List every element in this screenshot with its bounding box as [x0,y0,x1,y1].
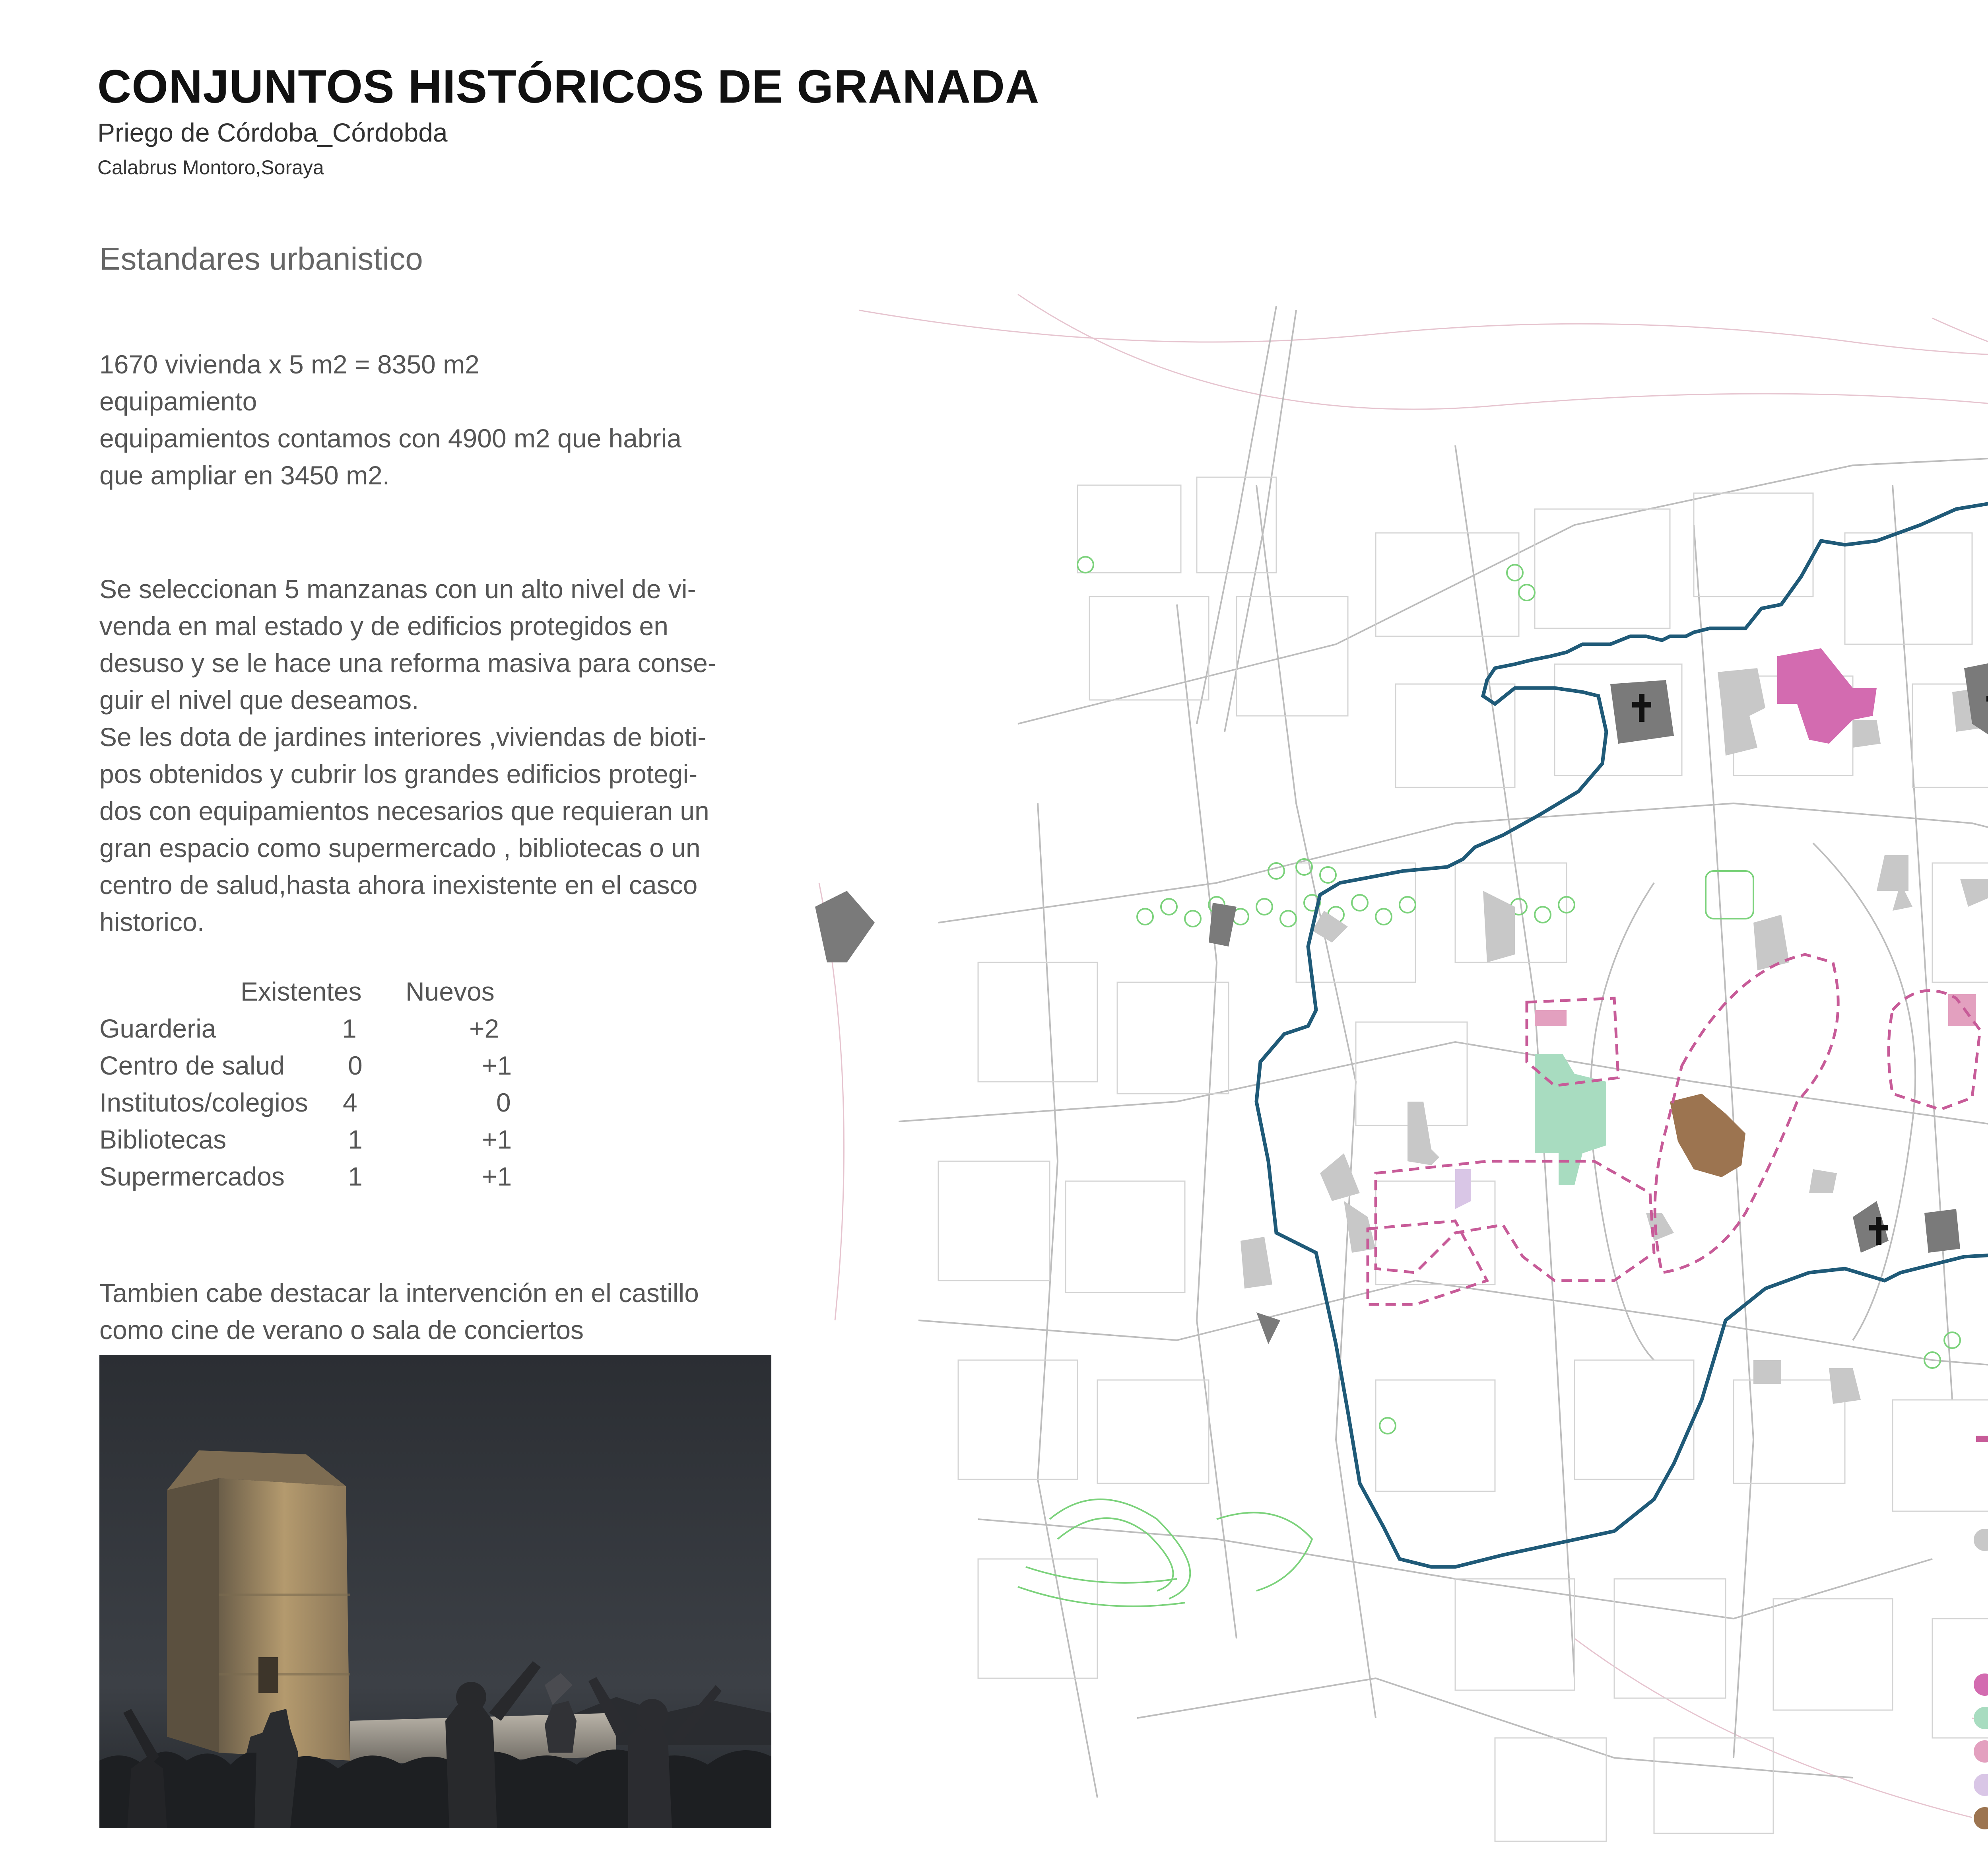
row-label: Centro de salud [99,1051,285,1080]
centro-salud-legend-dot [1974,1707,1988,1729]
cine-legend-dot [1974,1673,1988,1696]
row-new: +1 [482,1125,512,1154]
special-equipment [1455,648,1976,1209]
existing-equipment [1312,668,1988,1404]
churches [1209,660,1988,1344]
cross-icon [1632,688,1988,1245]
authors: Calabrus Montoro,Soraya [97,156,324,179]
proposal-paragraph: Se seleccionan 5 manzanas con un alto nivel de vi- venda en mal estado y de edificios protegidos en desuso y se le hace una reforma masiva para conse- guir el nivel que deseamos. Se les dota de jardines interiores ,viviendas de bioti- pos obtenidos y cubrir los grandes edificios protegi- dos con equipamientos necesarios que requieran un gran espacio como supermercado , bibliotecas o un centro de salud,hasta ahora inexistente en el casco historico. [99,574,716,937]
table-row [99,1124,537,1161]
row-new: +1 [482,1051,512,1080]
supermercado-legend-dot [1974,1774,1988,1796]
biblioteca-legend-dot [1974,1807,1988,1829]
table-row [99,1161,537,1198]
table-row [99,1087,537,1124]
row-label: Supermercados [99,1162,285,1191]
row-new: 0 [496,1088,511,1117]
existing-equipment-legend-dot [1974,1529,1988,1551]
page-title: CONJUNTOS HISTÓRICOS DE GRANADA [97,60,1040,113]
table-header-new: Nuevos [406,977,495,1006]
street-network [899,306,1988,1798]
row-existing: 4 [343,1088,357,1117]
outlying-building [1241,1237,1272,1289]
page-subtitle: Priego de Córdoba_Córdobda [97,118,448,147]
row-existing: 0 [348,1051,363,1080]
table-row [99,1013,537,1050]
castle-paragraph: Tambien cabe destacar la intervención en el castillo como cine de verano o sala de conciertos [99,1278,699,1345]
castle-photo [99,1355,771,1828]
section-heading: Estandares urbanistico [99,241,423,276]
row-label: Bibliotecas [99,1125,227,1154]
row-new: +2 [469,1014,499,1043]
table-header-existing: Existentes [241,977,362,1006]
row-existing: 1 [342,1014,357,1043]
row-existing: 1 [348,1125,363,1154]
standards-paragraph: 1670 vivienda x 5 m2 = 8350 m2 equipamiento equipamientos contamos con 4900 m2 que habria que ampliar en 3450 m2. [99,350,681,490]
row-label: Institutos/colegios [99,1088,308,1117]
row-new: +1 [482,1162,512,1191]
row-existing: 1 [348,1162,363,1191]
row-label: Guarderia [99,1014,216,1043]
urban-map [779,286,1988,1860]
table-row [99,1050,537,1087]
historic-center-boundary [1256,501,1988,1567]
guarderias-legend-dot [1974,1740,1988,1763]
outlying-building [815,891,875,962]
